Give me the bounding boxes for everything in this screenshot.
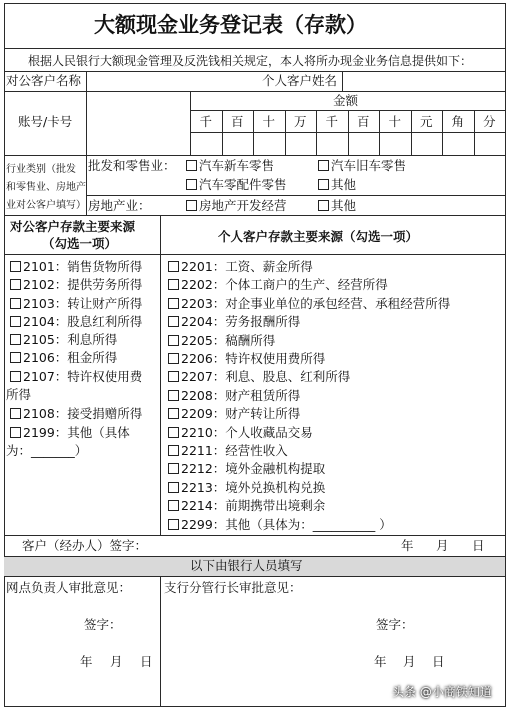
company-name-field[interactable] [90,73,250,89]
branch-month: 月 [110,654,123,669]
intro-text: 根据人民银行大额现金管理及反洗钱相关规定，本人将所办现金业务信息提供如下： [28,54,473,68]
bank-banner-text: 以下由银行人员填写 [190,558,303,573]
amount-digit-field[interactable] [349,133,379,154]
option-new-car[interactable]: 汽车新车零售 [186,158,274,174]
branch-sign-label: 签字： [84,617,122,632]
industry-label-2: 和零售业、房地产 [6,182,86,193]
personal-source-item[interactable]: 2213：境外兑换机构兑换 [168,480,325,496]
personal-source-item[interactable]: 2211：经营性收入 [168,443,288,459]
checkbox[interactable] [168,463,179,474]
branch-opinion-label: 网点负责人审批意见： [6,580,132,595]
amount-unit-0: 千 [199,114,212,129]
checkbox[interactable] [10,371,21,382]
amount-unit-7: 元 [419,114,433,129]
checkbox[interactable] [186,179,197,190]
amount-unit-6: 十 [388,114,401,129]
account-field[interactable] [90,110,186,150]
customer-sign-day: 日 [472,538,485,553]
option-realestate-dev[interactable]: 房地产开发经营 [186,198,287,214]
personal-source-item[interactable]: 2208：财产租赁所得 [168,388,300,404]
company-source-item[interactable]: 2104：股息红利所得 [10,314,142,330]
amount-digit-field[interactable] [317,133,347,154]
frame-top [4,3,506,4]
checkbox[interactable] [10,352,21,363]
company-source-item[interactable]: 2103：转让财产所得 [10,296,142,312]
amount-unit-3: 万 [293,114,307,129]
checkbox[interactable] [168,371,179,382]
amount-digit-field[interactable] [475,133,505,154]
personal-source-item[interactable]: 2205：稿酬所得 [168,333,275,349]
personal-source-item[interactable]: 2299：其他（具体为：__________ ） [168,517,392,533]
branch-day: 日 [140,654,153,669]
checkbox[interactable] [186,160,197,171]
amount-digit-field[interactable] [380,133,410,154]
checkbox[interactable] [10,316,21,327]
amount-digit-field[interactable] [254,133,284,154]
manager-month: 月 [403,654,416,669]
company-name-label: 对公客户名称 [6,73,82,88]
checkbox[interactable] [10,261,21,272]
personal-source-item[interactable]: 2204：劳务报酬所得 [168,314,300,330]
checkbox[interactable] [168,427,179,438]
checkbox[interactable] [168,261,179,272]
checkbox[interactable] [168,335,179,346]
amount-unit-2: 十 [262,114,275,129]
company-source-item[interactable]: 2102：提供劳务所得 [10,277,142,293]
checkbox[interactable] [10,334,21,345]
checkbox[interactable] [168,482,179,493]
manager-sign-label: 签字： [376,617,414,632]
manager-opinion-label: 支行分管行长审批意见： [164,580,302,595]
customer-sign-year: 年 [401,538,414,553]
customer-sign-label: 客户（经办人）签字： [22,538,148,553]
checkbox[interactable] [318,160,329,171]
checkbox[interactable] [168,353,179,364]
industry-label-3: 业对公客户填写） [6,200,86,211]
company-source-item[interactable]: 2107：特许权使用费 [10,369,142,385]
checkbox[interactable] [168,519,179,530]
company-source-item[interactable]: 2106：租金所得 [10,350,117,366]
account-label: 账号/卡号 [18,114,73,129]
amount-digit-field[interactable] [412,133,442,154]
branch-year: 年 [80,654,93,669]
option-realestate-other[interactable]: 其他 [318,198,356,214]
checkbox[interactable] [168,298,179,309]
company-source-item[interactable]: 2101：销售货物所得 [10,259,142,275]
amount-digit-field[interactable] [286,133,316,154]
realestate-label: 房地产业： [88,198,151,213]
customer-sign-field[interactable] [160,538,380,554]
watermark-text: 头条 @小商铁知道 [392,685,492,699]
amount-label: 金额 [333,93,359,108]
amount-unit-8: 角 [451,114,464,129]
option-used-car[interactable]: 汽车旧车零售 [318,158,406,174]
amount-unit-1: 百 [230,114,244,129]
personal-source-item[interactable]: 2206：特许权使用费所得 [168,351,325,367]
company-source-item[interactable]: 2199：其他（具体 [10,425,130,441]
checkbox[interactable] [10,427,21,438]
checkbox[interactable] [318,179,329,190]
amount-digit-field[interactable] [443,133,473,154]
checkbox[interactable] [10,279,21,290]
industry-label-1: 行业类别（批发 [6,164,76,175]
personal-source-item[interactable]: 2201：工资、薪金所得 [168,259,313,275]
checkbox[interactable] [168,408,179,419]
amount-unit-5: 百 [356,114,370,129]
personal-source-item[interactable]: 2207：利息、股息、红利所得 [168,369,350,385]
frame-right [505,3,506,707]
manager-year: 年 [374,654,387,669]
company-source-item[interactable]: 2105：利息所得 [10,332,117,348]
checkbox[interactable] [186,200,197,211]
customer-sign-month: 月 [436,538,449,553]
frame-bottom [4,706,506,707]
personal-source-item[interactable]: 2210：个人收藏品交易 [168,425,313,441]
personal-source-item[interactable]: 2212：境外金融机构提取 [168,461,325,477]
company-source-subheading: （勾选一项） [42,236,118,251]
amount-unit-4: 千 [325,114,338,129]
option-wholesale-other[interactable]: 其他 [318,177,356,193]
checkbox[interactable] [10,298,21,309]
company-source-item: 所得 [6,387,32,402]
personal-source-item[interactable]: 2202：个体工商户的生产、经营所得 [168,277,388,293]
personal-source-item[interactable]: 2209：财产转让所得 [168,406,300,422]
amount-digit-field[interactable] [223,133,253,154]
personal-source-item[interactable]: 2203：对企事业单位的承包经营、承租经营所得 [168,296,450,312]
company-source-item: 为：_______） [6,443,88,458]
frame-left [4,3,5,707]
checkbox[interactable] [168,279,179,290]
company-source-heading: 对公客户存款主要来源 [10,219,136,234]
person-name-field[interactable] [346,73,502,89]
checkbox[interactable] [318,200,329,211]
checkbox[interactable] [168,390,179,401]
checkbox[interactable] [168,500,179,511]
company-source-item[interactable]: 2108：接受捐赠所得 [10,406,142,422]
checkbox[interactable] [168,316,179,327]
manager-day: 日 [432,654,445,669]
person-name-label: 个人客户姓名 [262,73,338,88]
wholesale-label: 批发和零售业： [88,158,176,173]
checkbox[interactable] [168,445,179,456]
amount-unit-9: 分 [482,114,496,129]
amount-digit-field[interactable] [191,133,221,154]
option-car-parts[interactable]: 汽车零配件零售 [186,177,287,193]
personal-source-heading: 个人客户存款主要来源（勾选一项） [218,229,419,244]
form-title: 大额现金业务登记表（存款） [94,13,367,37]
personal-source-item[interactable]: 2214：前期携带出境剩余 [168,498,325,514]
checkbox[interactable] [10,408,21,419]
